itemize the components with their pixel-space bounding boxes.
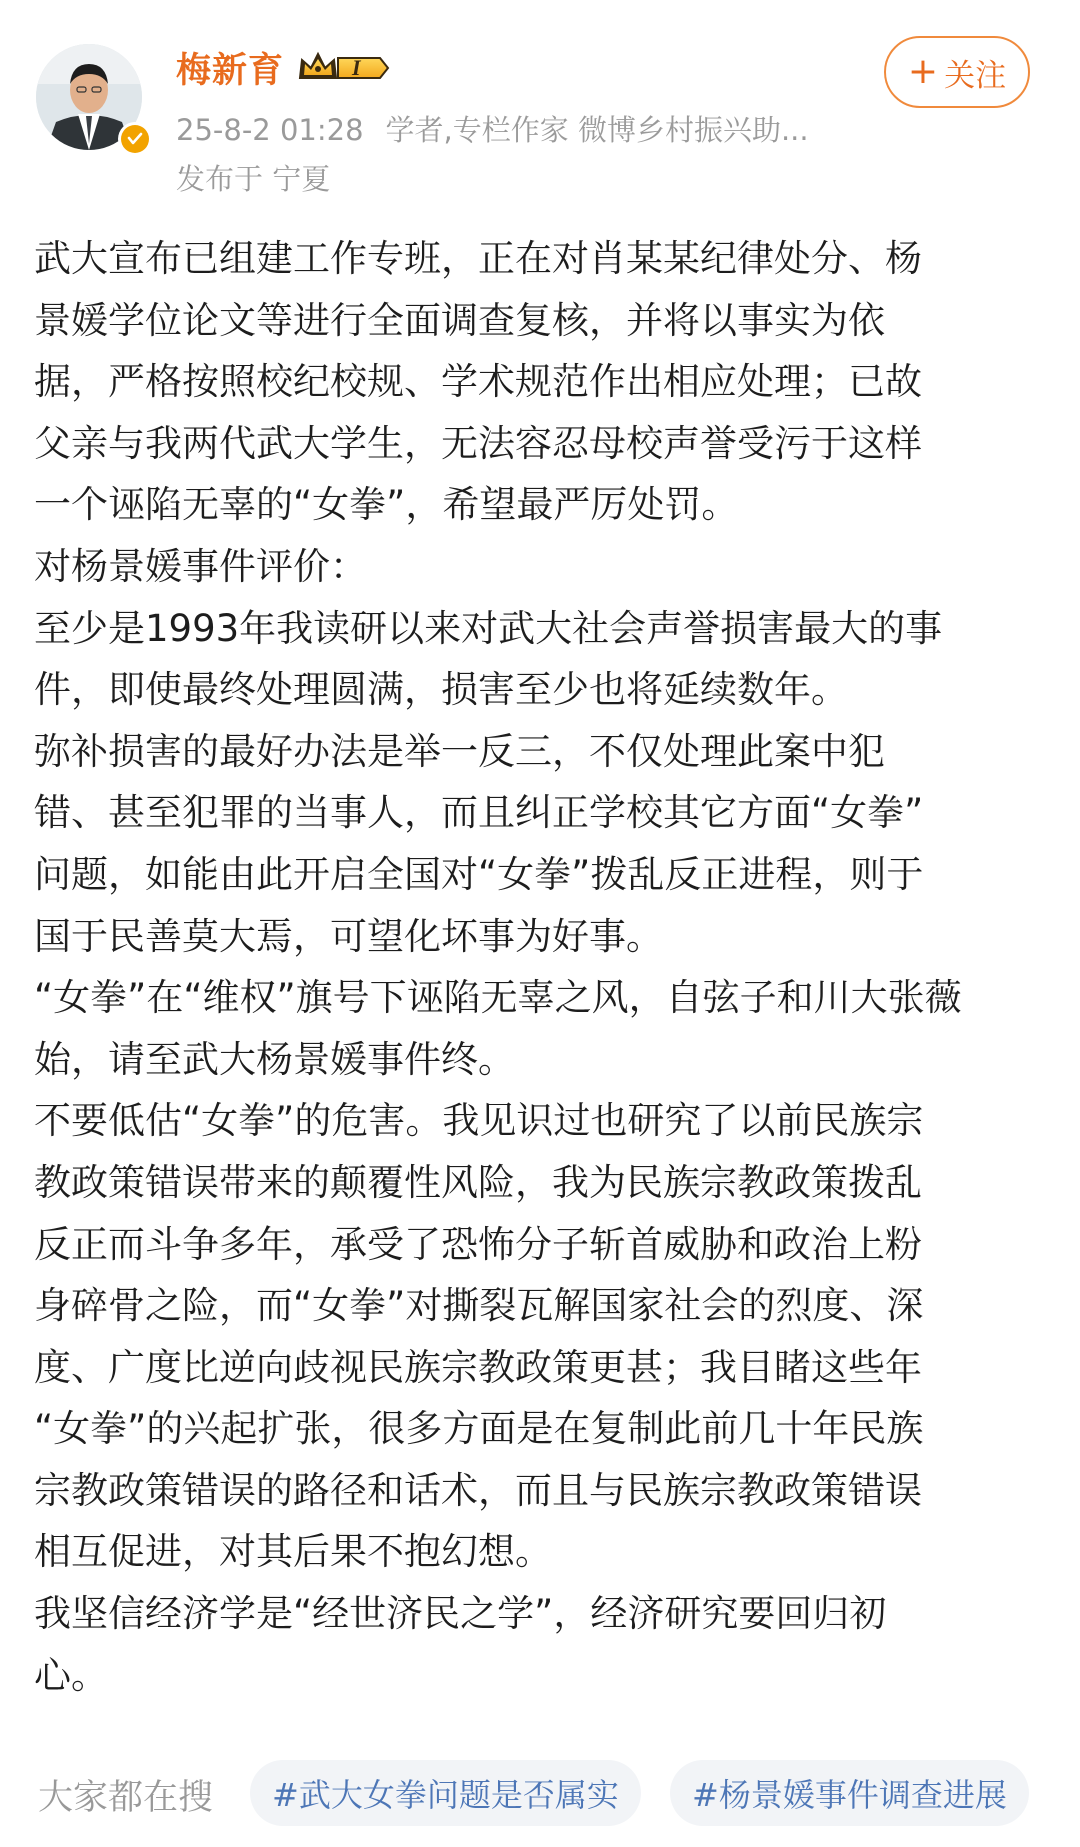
avatar-container[interactable]: [36, 44, 146, 154]
post-paragraph: 对杨景媛事件评价：: [34, 544, 367, 588]
follow-button-label: 关注: [944, 57, 1007, 94]
post-paragraph: 我坚信经济学是“经世济民之学”，经济研究要回归初 心。: [34, 1592, 887, 1697]
trending-tag[interactable]: #武大女拳问题是否属实: [250, 1760, 641, 1826]
trending-tag[interactable]: #杨景媛事件调查进展: [670, 1760, 1029, 1826]
post-paragraph: 不要低估“女拳”的危害。我见识过也研究了以前民族宗 教政策错误带来的颠覆性风险，我为民族宗教政策拨乱 反正而斗争多年，承受了恐怖分子斩首威胁和政治上粉 身碎骨之险，而“女拳”对撕裂瓦解国家社会的烈度、深 度、广度比逆向歧视民族宗教政策更甚；我目睹这些年 “女拳”的兴起扩张，很多方面是在复制此前几十年民族 宗教政策错误的路径和话术，而且与民族宗教政策错误 相互促进，对其后果不抱幻想。: [34, 1099, 924, 1574]
user-name[interactable]: 梅新育: [176, 51, 285, 91]
post-paragraph: “女拳”在“维权”旗号下诬陷无辜之风，自弦子和川大张薇 始，请至武大杨景媛事件终。: [34, 976, 962, 1081]
author-description: 学者,专栏作家 微博乡村振兴助...: [385, 113, 809, 147]
vip-crown-icon[interactable]: [296, 48, 401, 88]
post-timestamp: 25-8-2 01:28: [176, 113, 364, 147]
vip-level: I: [352, 55, 361, 80]
post-paragraph: 至少是1993年我读研以来对武大社会声誉损害最大的事 件，即使最终处理圆满，损害至少也将延续数年。: [34, 606, 943, 712]
name-row: [176, 42, 401, 94]
trending-search-row: [0, 1760, 1080, 1830]
trending-label: 大家都在搜: [38, 1778, 214, 1818]
post-content: [34, 228, 1044, 1706]
post-meta: [176, 108, 809, 149]
post-location: 发布于 宁夏: [176, 162, 331, 196]
follow-button[interactable]: [884, 36, 1030, 108]
post-paragraph: 弥补损害的最好办法是举一反三，不仅处理此案中犯 错、甚至犯罪的当事人，而且纠正学校其它方面“女拳” 问题，如能由此开启全国对“女拳”拨乱反正进程，则于 国于民善莫大焉，可望化坏事为好事。: [34, 729, 924, 958]
post-header: [0, 0, 1080, 220]
post-paragraph: 武大宣布已组建工作专班，正在对肖某某纪律处分、杨 景媛学位论文等进行全面调查复核，并将以事实为依 据，严格按照校纪校规、学术规范作出相应处理；已故 父亲与我两代武大学生，无法容忍母校声誉受污于这样 一个诬陷无辜的“女拳”，希望最严厉处罚。: [34, 237, 922, 527]
plus-icon: +: [907, 51, 939, 92]
verified-icon: [118, 122, 152, 156]
